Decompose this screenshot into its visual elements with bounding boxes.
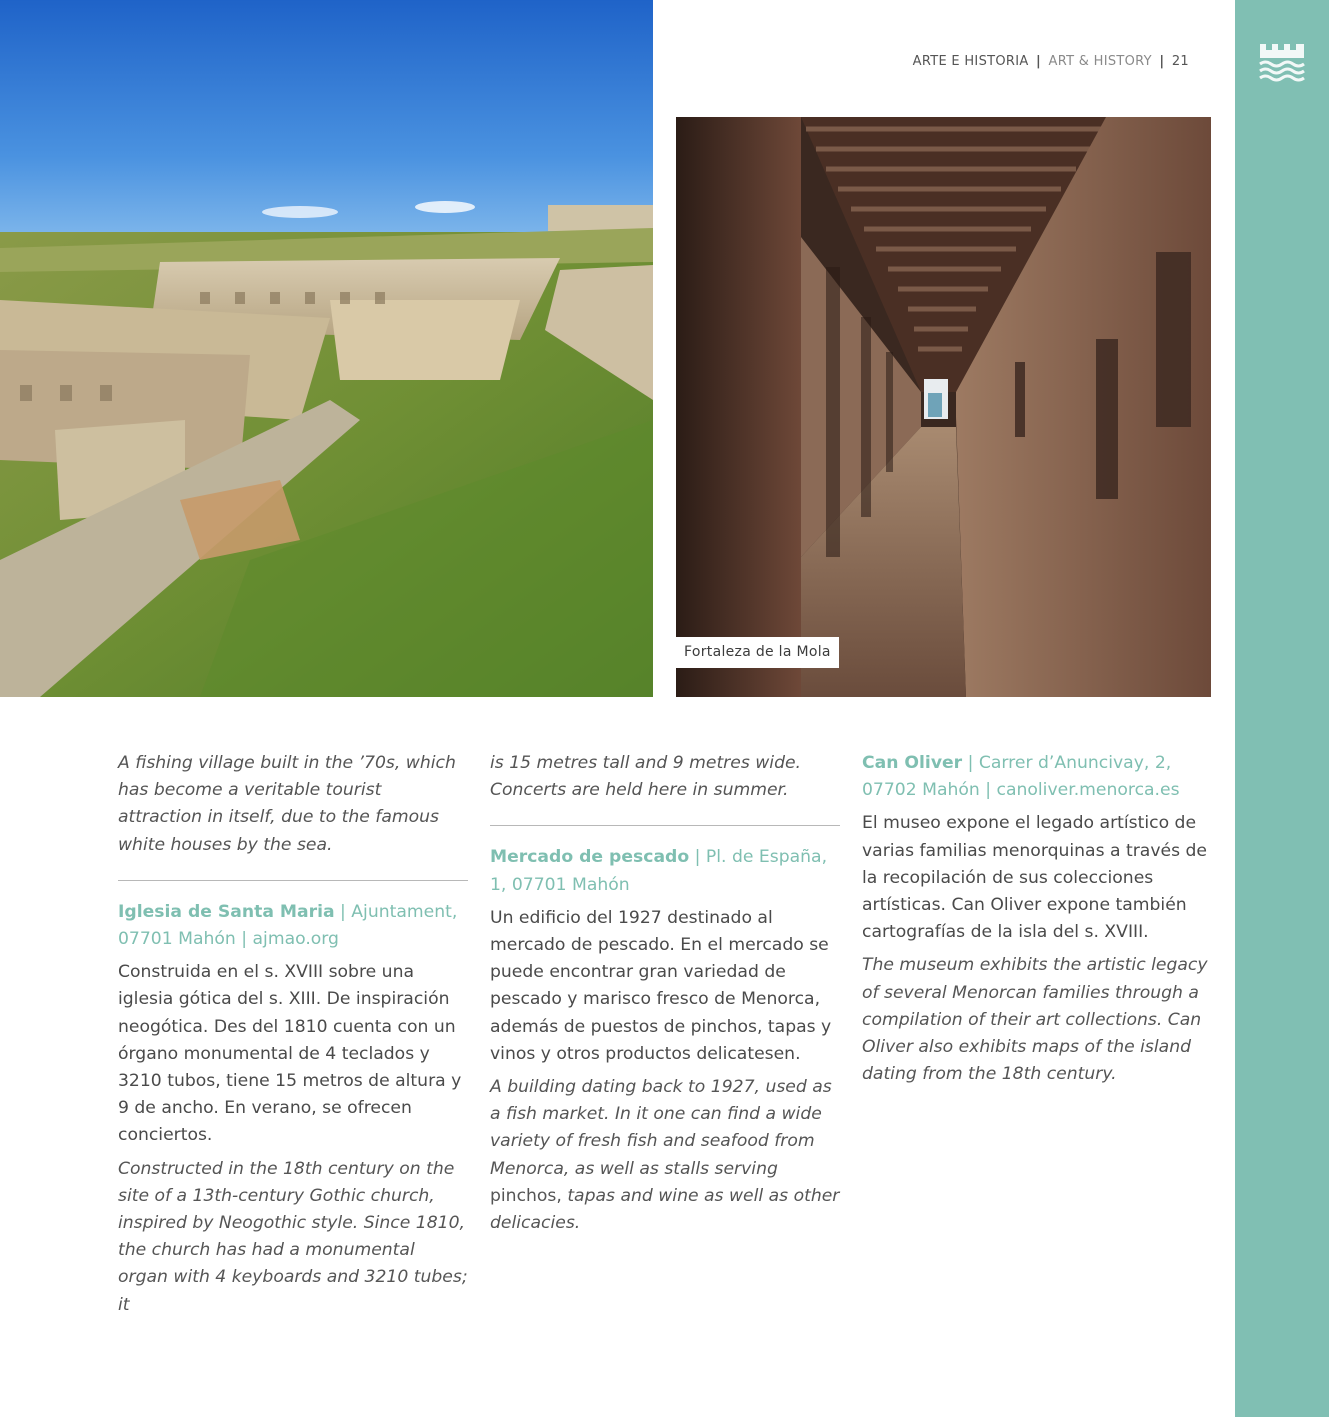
header-separator: |	[1159, 54, 1165, 69]
entry-name: Mercado de pescado	[490, 847, 690, 868]
castle-waves-icon	[1259, 40, 1305, 82]
entry-address: | Pl. de España, 1, 07701 Mahón	[490, 847, 828, 895]
entry-text-en: Constructed in the 18th century on the site of a 13th-century Gothic church, inspired by Neogothic style. Since 1810, the church has had a monumental organ with 4 keyboards and 3210 tubes; it	[118, 1158, 468, 1315]
entry-name: Iglesia de Santa Maria	[118, 901, 335, 922]
entry-name: Can Oliver	[862, 753, 963, 773]
entry-heading	[490, 844, 840, 898]
entry-text-es: El museo expone el legado artístico de varias familias menorquinas a través de la recopilación de sus colecciones artísticas. Can Oliver expone también cartografías de la isla del s. XVIII.	[862, 813, 1207, 943]
header-separator: |	[1036, 54, 1042, 69]
text-column-3	[862, 750, 1212, 1088]
section-title-en: ART & HISTORY	[1048, 54, 1152, 69]
entry-text-en-upright: pinchos,	[490, 1185, 562, 1206]
text-column-2	[490, 750, 840, 1237]
section-title-es: ARTE E HISTORIA	[912, 54, 1029, 69]
entry-address: | Ajuntament, 07701 Mahón | ajmao.org	[118, 901, 458, 950]
entry-text-en-part1: A building dating back to 1927, used as a fish market. In it one can find a wide variety of fresh fish and seafood from Menorca, as well as stalls serving	[490, 1077, 832, 1179]
entry-address: | Carrer d’Anuncivay, 2, 07702 Mahón | canoliver.menorca.es	[862, 753, 1180, 801]
entry-text-en: The museum exhibits the artistic legacy of several Menorcan families through a compilation of their art collections. Can Oliver also exhibits maps of the island dating from the 18th century.	[862, 955, 1208, 1085]
sidebar-band	[1235, 0, 1329, 1417]
intro-text-en: A fishing village built in the ’70s, which has become a veritable tourist attraction in itself, due to the famous white houses by the sea.	[118, 753, 456, 855]
entry-heading	[118, 899, 468, 953]
photo-caption: Fortaleza de la Mola	[676, 637, 839, 668]
entry-text-es: Un edificio del 1927 destinado al mercado de pescado. En el mercado se puede encontrar gran variedad de pescado y marisco fresco de Menorca, además de puestos de pinchos, tapas y vinos y otros productos delicatesen.	[490, 907, 832, 1064]
page-number: 21	[1171, 54, 1189, 69]
continued-text-en: is 15 metres tall and 9 metres wide. Concerts are held here in summer.	[490, 753, 802, 801]
section-divider	[118, 880, 468, 881]
page-header	[913, 54, 1189, 69]
fortress-corridor-photo	[676, 117, 1211, 697]
entry-heading	[862, 750, 1212, 804]
text-column-1	[118, 750, 468, 1319]
fortress-landscape-photo	[0, 0, 653, 697]
section-divider	[490, 825, 840, 826]
entry-text-en	[490, 1074, 840, 1237]
entry-text-es: Construida en el s. XVIII sobre una iglesia gótica del s. XIII. De inspiración neogótica. Des del 1810 cuenta con un órgano monumental de 4 teclados y 3210 tubos, tiene 15 metros de altura y 9 de ancho. En verano, se ofrecen conciertos.	[118, 962, 462, 1146]
entry-text-en-part2: tapas and wine as well as other delicacies.	[490, 1185, 840, 1234]
